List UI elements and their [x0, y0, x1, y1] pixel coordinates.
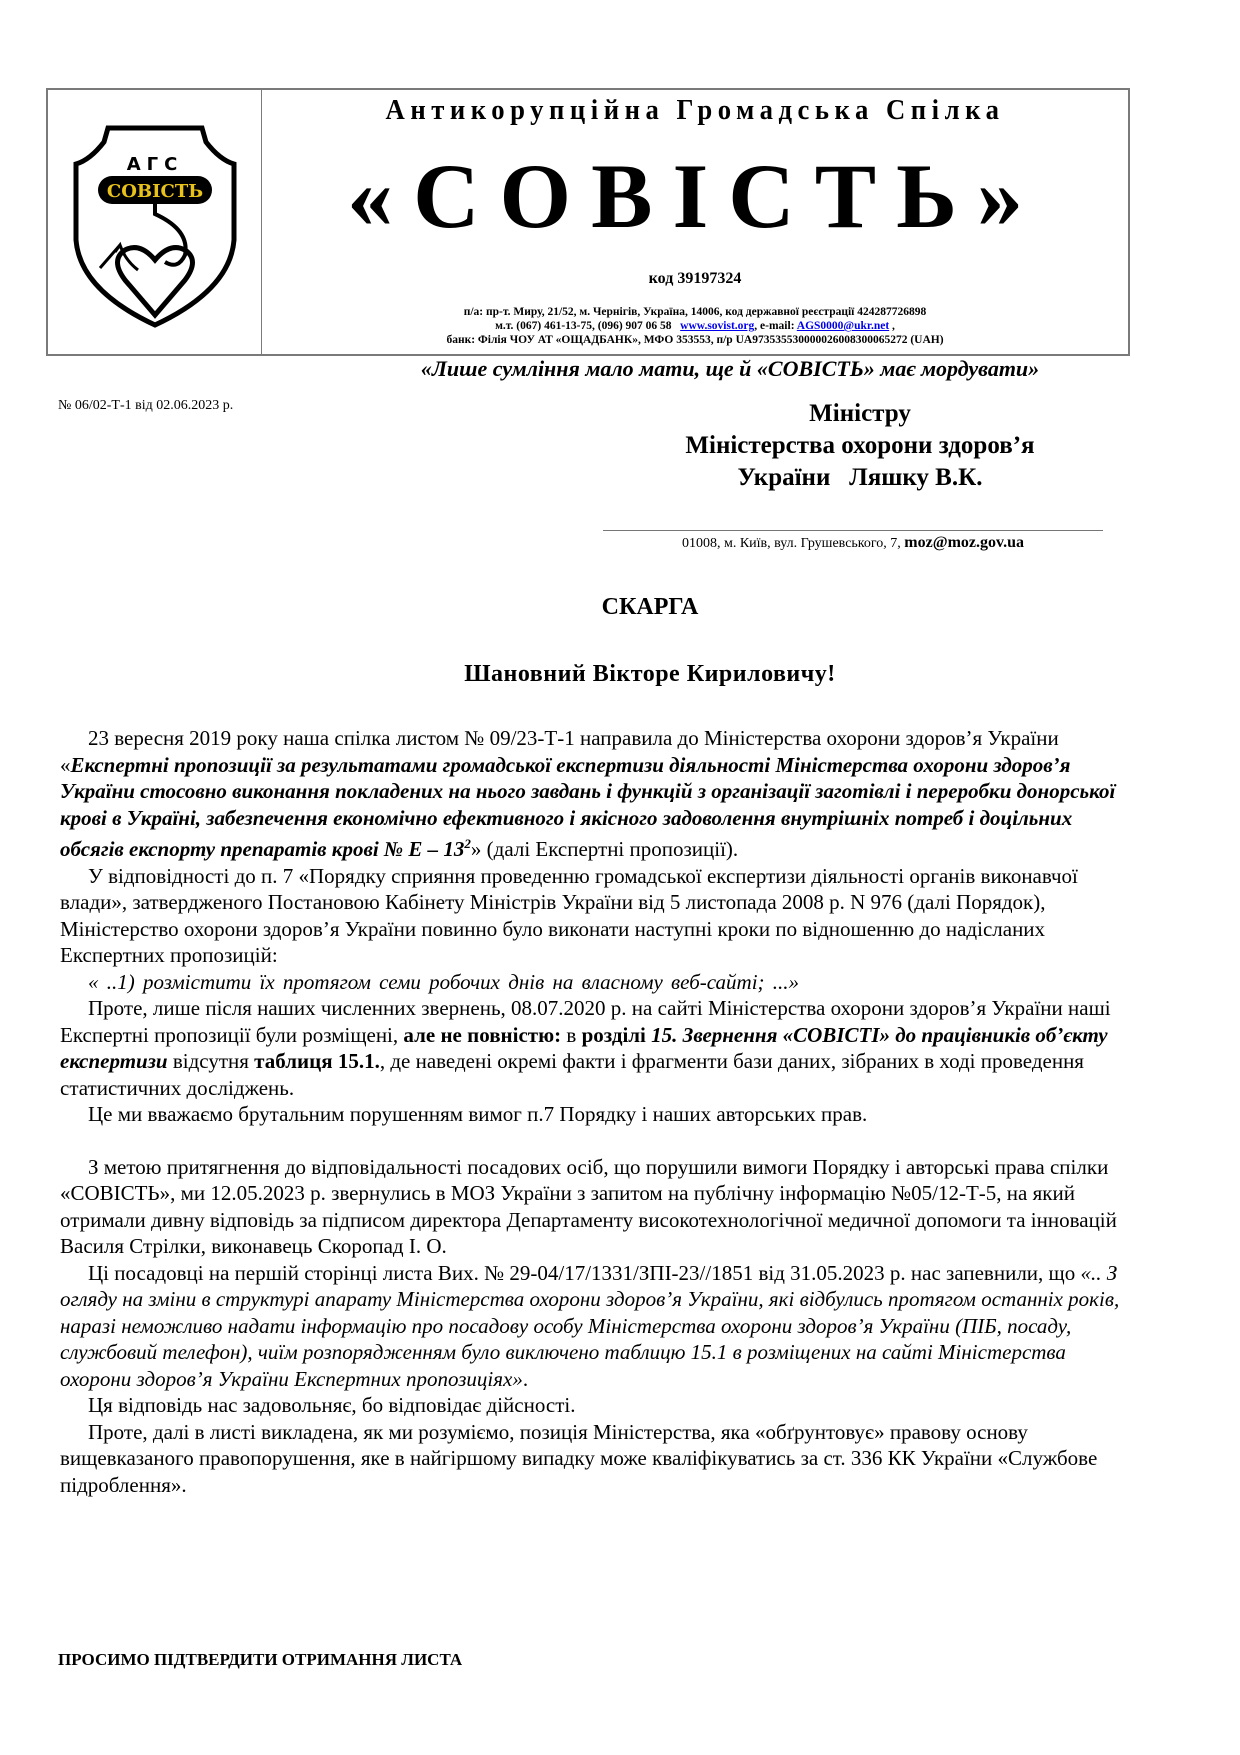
p4-bold: але не повністю: — [403, 1022, 562, 1047]
p7-end: . — [522, 1366, 529, 1391]
p4-text: Проте, лише після наших численних звернень, 08.07.2020 р. на сайті Міністерства охорони здоров’я України наші Експертні пропозиції були розміщені, — [60, 996, 1111, 1047]
p4-section-title: 15. Звернення «СОВІСТІ» до працівників об’єкту експертизи — [60, 1022, 1108, 1073]
paragraph-7 — [60, 1260, 1140, 1393]
sovist-logo-icon — [70, 120, 240, 330]
org-address: п/а: пр-т. Миру, 21/52, м. Чернігів, Україна, 14006, код державної реєстрації 424287726898 — [463, 306, 927, 318]
email-label: , e-mail: — [754, 320, 795, 332]
p4-text-2: в — [561, 1022, 582, 1047]
p4-table-ref: таблиця 15.1. — [254, 1049, 380, 1073]
org-contact-details — [262, 305, 1128, 347]
p4-text-4: , де наведені окремі факти і фрагменти бази даних, зібраних в ході проведення статистичних досліджень. — [60, 1049, 1084, 1100]
paragraph-1 — [60, 725, 1140, 863]
p7-quote: «.. З огляду на зміни в структурі апарату Міністерства охорони здоров’я України, які відбулись протягом останніх років, наразі неможливо надати інформацію про посадову особу Міністерства охорони здоров’я України (ПІБ, посаду, службовий телефон), чиїм розпорядженням було виключено таблицю 15.1 в розміщених на сайті Міністерства охорони здоров’я України Експертних пропозиціях» — [60, 1260, 1120, 1391]
paragraph-8: Ця відповідь нас задовольняє, бо відповідає дійсності. — [88, 1393, 576, 1417]
letter-body — [60, 725, 1140, 1498]
addressee-email: moz@moz.gov.ua — [904, 534, 1025, 551]
p1-superscript: 2 — [464, 836, 471, 851]
org-info — [262, 90, 1128, 354]
org-type: Антикорупційна Громадська Спілка — [385, 94, 1005, 126]
divider — [603, 530, 1103, 531]
reference-number: № 06/02-Т-1 від 02.06.2023 р. — [58, 398, 234, 413]
p1-document-title: Експертні пропозиції за результатами громадської експертизи діяльності Міністерства охорони здоров’я України стосовно виконання покладених на нього завдань і функцій з організації заготівлі і переробки донорської крові в Україні, забезпечення економічно ефективного і якісного задоволення внутрішніх потреб і доцільних обсягів експорту препаратів крові № Е – 13 — [60, 752, 1116, 861]
closing-request: ПРОСИМО ПІДТВЕРДИТИ ОТРИМАННЯ ЛИСТА — [58, 1650, 463, 1669]
website-link[interactable]: www.sovist.org — [680, 320, 755, 332]
p1-text: 23 вересня 2019 року наша спілка листом № 09/23-Т-1 направила до Міністерства охорони здоров’я України « — [60, 726, 1059, 777]
paragraph-5: Це ми вважаємо брутальним порушенням вимог п.7 Порядку і наших авторських прав. — [88, 1102, 868, 1126]
email-link[interactable]: AGS0000@ukr.net — [796, 320, 890, 332]
logo-cell — [48, 90, 262, 354]
addressee-postal: 01008, м. Київ, вул. Грушевського, 7, — [681, 536, 901, 551]
org-phones: м.т. (067) 461-13-75, (096) 907 06 58 — [495, 320, 672, 332]
paragraph-9: Проте, далі в листі викладена, як ми розуміємо, позиція Міністерства, яка «обґрунтовує» правову основу вищевказаного правопорушення, яке в найгіршому випадку може кваліфікуватись за ст. 336 КК України «Службове підроблення». — [60, 1419, 1098, 1497]
paragraph-3-quote: « ..1) розмістити їх протягом семи робочих днів на власному веб-сайті; ...» — [88, 969, 800, 994]
addressee-line-1: Міністру — [809, 400, 911, 427]
p4-text-3: відсутня — [167, 1049, 255, 1073]
salutation: Шановний Вікторе Кириловичу! — [464, 661, 836, 687]
letterhead — [46, 88, 1130, 356]
addressee-address — [603, 534, 1103, 552]
paragraph-2: У відповідності до п. 7 «Порядку сприяння проведенню громадської експертизи діяльності органів виконавчої влади», затвердженого Постановою Кабінету Міністрів України від 5 листопада 2008 р. N 976 (далі Порядок), Міністерство охорони здоров’я України повинно було виконати наступні кроки по відношенню до надісланих Експертних пропозицій: — [60, 863, 1078, 967]
org-phones-line — [262, 319, 1128, 333]
addressee-line-3: України Ляшку В.К. — [737, 464, 983, 491]
org-bank: банк: Філія ЧОУ АТ «ОЩАДБАНК», МФО 353553, п/р UA973535530000026008300065272 (UAH) — [446, 334, 944, 346]
logo-banner-text: СОВІСТЬ — [106, 181, 204, 202]
paragraph-6: З метою притягнення до відповідальності посадових осіб, що порушили вимоги Порядку і авторські права спілки «СОВІСТЬ», ми 12.05.2023 р. звернулись в МОЗ України з запитом на публічну інформацію №05/12-Т-5, на який отримали дивну відповідь за підписом директора Департаменту високотехнологічної медичної допомоги та інновацій Василя Стрілки, виконавець Скоропад І. О. — [60, 1154, 1117, 1258]
motto: «Лише сумління мало мати, ще й «СОВІСТЬ» має мордувати» — [420, 356, 1040, 381]
addressee — [600, 398, 1120, 494]
logo-top-text: АГС — [126, 154, 184, 175]
org-code: код 39197324 — [648, 270, 742, 287]
p1-text-end: » (далі Експертні пропозиції). — [470, 837, 739, 861]
email-suffix: , — [889, 320, 895, 332]
org-name: «СОВІСТЬ» — [347, 145, 1043, 247]
p7-text: Ці посадовці на першій сторінці листа Вих. № 29-04/17/1331/ЗПІ-23//1851 від 31.05.2023 р. нас запевнили, що — [88, 1260, 1081, 1285]
document-title: СКАРГА — [601, 594, 699, 620]
paragraph-4 — [60, 995, 1140, 1101]
addressee-line-2: Міністерства охорони здоров’я — [685, 432, 1035, 459]
p4-section-label: розділі — [581, 1022, 652, 1047]
